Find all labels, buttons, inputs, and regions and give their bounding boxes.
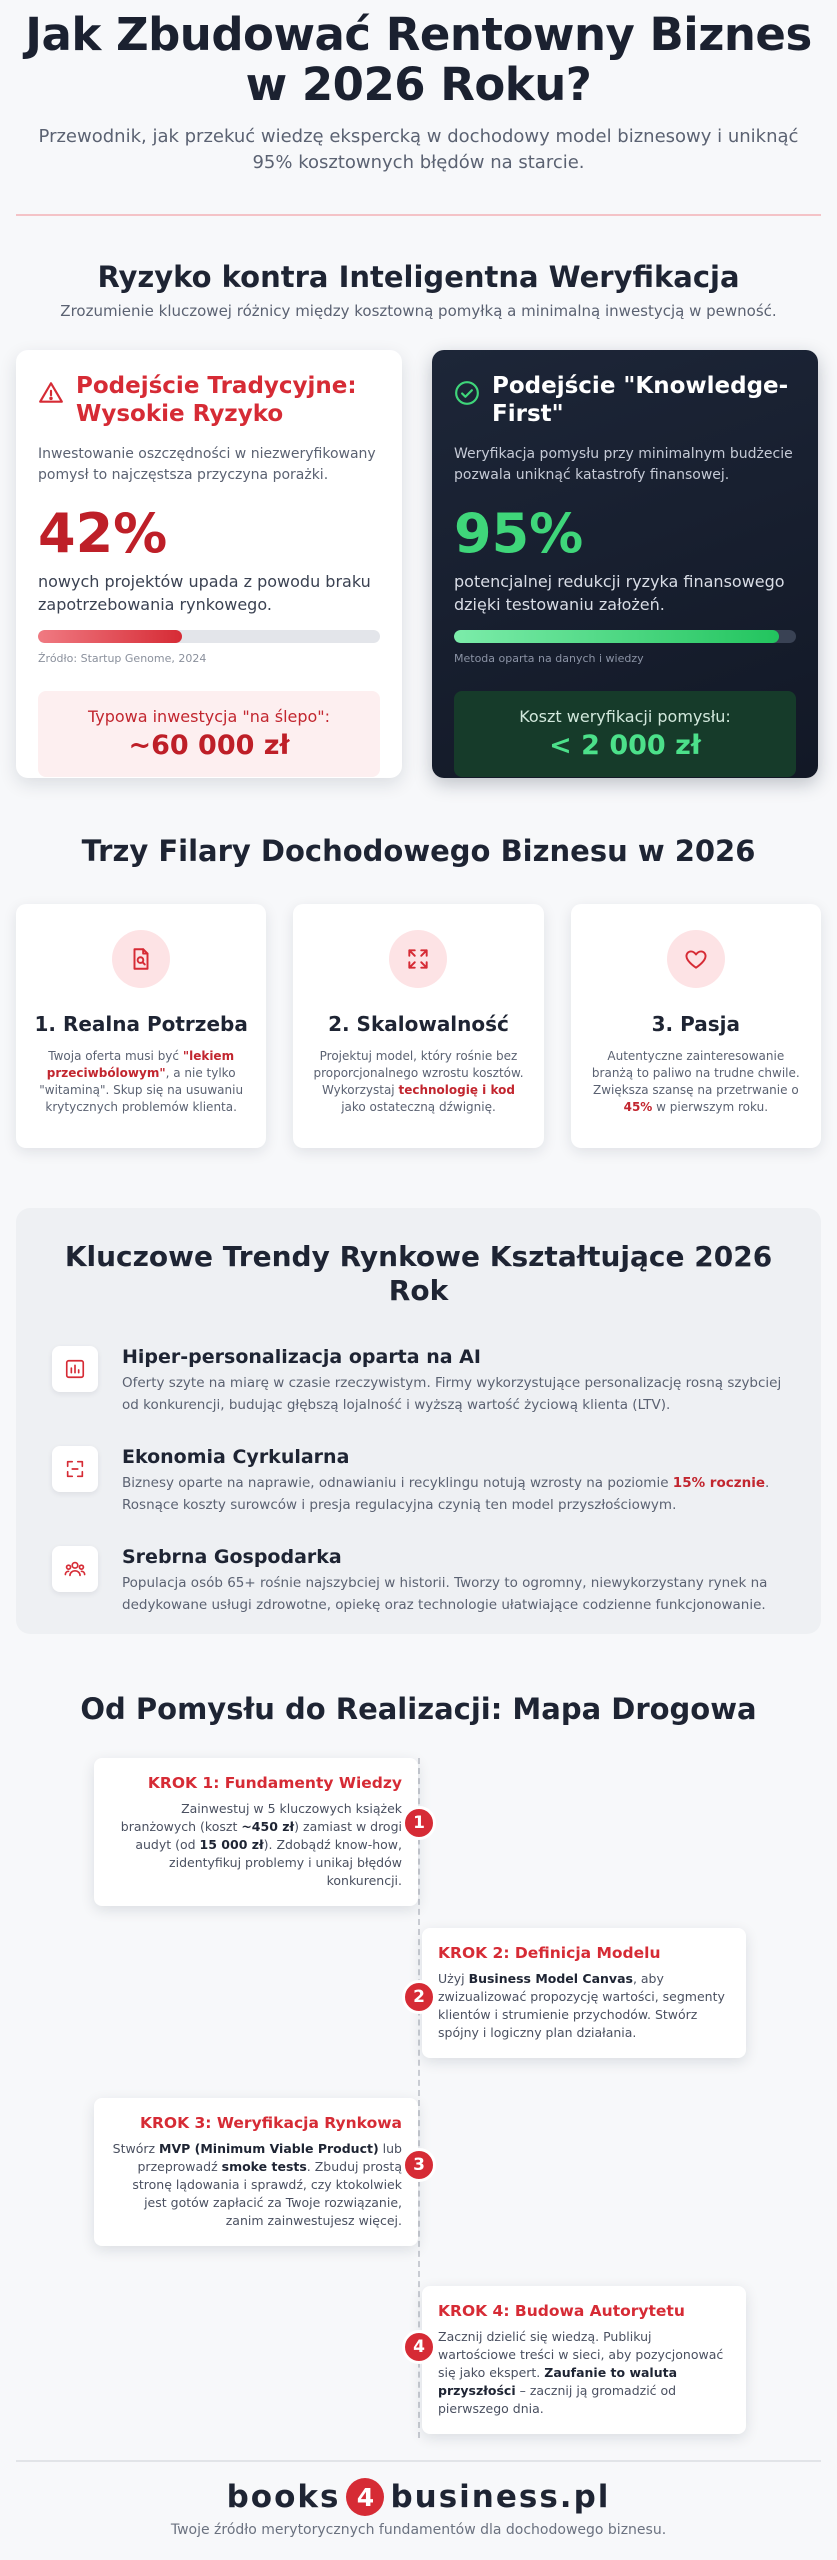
trend-title: Hiper-personalizacja oparta na AI	[122, 1346, 481, 1368]
step-number-badge: 3	[402, 2148, 436, 2182]
step-title: KROK 2: Definicja Modelu	[438, 1944, 661, 1962]
pillar-card	[571, 904, 821, 1148]
trend-item	[52, 1546, 785, 1616]
risk-title: Ryzyko kontra Inteligentna Weryfikacja	[97, 260, 740, 294]
page-subtitle: Przewodnik, jak przekuć wiedzę ekspercką w dochodowy model biznesowy i uniknąć 95% kosztownych błędów na starcie.	[38, 126, 799, 173]
step-number-badge: 2	[402, 1980, 436, 2014]
pillar-text: Projektuj model, który rośnie bez proporcjonalnego wzrostu kosztów. Wykorzystaj technologię i kod jako ostateczną dźwignię.	[313, 1049, 524, 1114]
roadmap-step-3	[94, 2098, 418, 2246]
cost-value: ~60 000 zł	[128, 730, 290, 761]
knowledge-stat: 95%	[454, 502, 584, 565]
knowledge-first-card	[432, 350, 818, 778]
step-title: KROK 4: Budowa Autorytetu	[438, 2302, 685, 2320]
traditional-cost-box	[38, 691, 380, 777]
pillar-title: 2. Skalowalność	[328, 1012, 509, 1036]
roadmap-step-1	[94, 1758, 418, 1906]
roadmap-step-2	[422, 1928, 746, 2058]
knowledge-cost-box	[454, 691, 796, 777]
step-text: Zainwestuj w 5 kluczowych książek branżowych (koszt ~450 zł) zamiast w drogi audyt (od 15 000 zł). Zdobądź know-how, zidentyfikuj problemy i unikaj błędów konkurencji.	[120, 1801, 402, 1888]
knowledge-stat-desc: potencjalnej redukcji ryzyka finansowego dzięki testowaniu założeń.	[454, 572, 785, 614]
traditional-heading: Podejście Tradycyjne: Wysokie Ryzyko	[76, 373, 357, 427]
step-number-badge: 1	[402, 1806, 436, 1840]
step-title: KROK 1: Fundamenty Wiedzy	[147, 1774, 402, 1792]
traditional-card	[16, 350, 402, 778]
traditional-source: Źródło: Startup Genome, 2024	[38, 652, 207, 665]
pillar-title: 3. Pasja	[651, 1012, 740, 1036]
step-number-badge: 4	[402, 2330, 436, 2364]
brand-logo[interactable]	[227, 2478, 611, 2516]
risk-subtitle: Zrozumienie kluczowej różnicy między kosztowną pomyłką a minimalną inwestycją w pewność.	[60, 302, 777, 320]
footer-tagline: Twoje źródło merytorycznych fundamentów dla dochodowego biznesu.	[170, 2522, 667, 2538]
knowledge-progress-bar	[454, 630, 796, 643]
pillars-section	[16, 834, 821, 1148]
traditional-stat: 42%	[38, 502, 168, 565]
pillar-text: Autentyczne zainteresowanie branżą to paliwo na trudne chwile. Zwiększa szansę na przetrwanie o 45% w pierwszym roku.	[591, 1049, 800, 1114]
warning-triangle-icon	[38, 380, 64, 406]
brand-left: books	[226, 2479, 341, 2515]
hero	[16, 0, 821, 216]
pillar-card	[16, 904, 266, 1148]
brand-right: business.pl	[390, 2479, 611, 2515]
pillar-card	[293, 904, 543, 1148]
step-text: Zacznij dzielić się wiedzą. Publikuj wartościowe treści w sieci, aby pozycjonować się jako ekspert. Zaufanie to waluta przyszłości – zacznij ją gromadzić od pierwszego dnia.	[438, 2329, 724, 2416]
trend-title: Ekonomia Cyrkularna	[122, 1446, 350, 1468]
risk-section	[16, 260, 821, 778]
pillars-title: Trzy Filary Dochodowego Biznesu w 2026	[81, 834, 756, 868]
heart-icon	[667, 930, 725, 988]
divider	[16, 214, 821, 216]
pillar-text: Twoja oferta musi być "lekiem przeciwbólowym", a nie tylko "witaminą". Skup się na usuwaniu krytycznych problemów klienta.	[39, 1049, 244, 1114]
step-title: KROK 3: Weryfikacja Rynkowa	[139, 2114, 402, 2132]
trend-item	[52, 1446, 785, 1516]
step-text: Stwórz MVP (Minimum Viable Product) lub przeprowadź smoke tests. Zbuduj prostą stronę lądowania i sprawdź, czy ktokolwiek jest gotów zapłacić za Twoje rozwiązanie, zanim zainwestujesz więcej.	[112, 2141, 402, 2228]
roadmap-section	[16, 1692, 821, 2478]
people-group-icon	[52, 1546, 98, 1592]
footer	[0, 2478, 837, 2538]
knowledge-heading: Podejście "Knowledge-First"	[492, 373, 789, 427]
traditional-description: Inwestowanie oszczędności w niezweryfikowany pomysł to najczęstsza przyczyna porażki.	[38, 446, 376, 483]
pillar-title: 1. Realna Potrzeba	[34, 1012, 248, 1036]
recycle-corners-icon	[52, 1446, 98, 1492]
knowledge-source: Metoda oparta na danych i wiedzy	[454, 652, 644, 665]
check-circle-icon	[454, 380, 480, 406]
roadmap-step-4	[422, 2286, 746, 2434]
trends-section	[16, 1208, 821, 1634]
cost-label: Typowa inwestycja "na ślepo":	[87, 707, 331, 726]
knowledge-description: Weryfikacja pomysłu przy minimalnym budżecie pozwala uniknąć katastrofy finansowej.	[454, 446, 793, 483]
trends-title: Kluczowe Trendy Rynkowe Kształtujące 2026 Rok	[64, 1240, 773, 1307]
trend-text: Populacja osób 65+ rośnie najszybciej w historii. Tworzy to ogromny, niewykorzystany rynek na dedykowane usługi zdrowotne, opiekę oraz technologie ułatwiające codzienne funkcjonowanie.	[122, 1575, 768, 1613]
trend-title: Srebrna Gospodarka	[122, 1546, 342, 1568]
brand-four-badge: 4	[346, 2478, 384, 2516]
page-title: Jak Zbudować Rentowny Biznes w 2026 Roku?	[25, 8, 812, 111]
search-document-icon	[112, 930, 170, 988]
progress-fill	[38, 630, 182, 643]
traditional-progress-bar	[38, 630, 380, 643]
expand-arrows-icon	[389, 930, 447, 988]
traditional-stat-desc: nowych projektów upada z powodu braku zapotrzebowania rynkowego.	[38, 572, 371, 614]
cost-value: < 2 000 zł	[549, 730, 701, 761]
footer-divider	[16, 2460, 821, 2462]
trend-text: Oferty szyte na miarę w czasie rzeczywistym. Firmy wykorzystujące personalizację rosną szybciej od konkurencji, budując głębszą lojalność i wyższą wartość życiową klienta (LTV).	[122, 1375, 782, 1413]
bar-chart-icon	[52, 1346, 98, 1392]
step-text: Użyj Business Model Canvas, aby zwizualizować propozycję wartości, segmenty klientów i strumienie przychodów. Stwórz spójny i logiczny plan działania.	[438, 1971, 725, 2040]
cost-label: Koszt weryfikacji pomysłu:	[519, 707, 731, 726]
trend-item	[52, 1346, 785, 1416]
trend-text: Biznesy oparte na naprawie, odnawianiu i recyklingu notują wzrosty na poziomie 15% rocznie. Rosnące koszty surowców i presja regulacyjna czynią ten model przyszłościowym.	[122, 1475, 770, 1513]
roadmap-title: Od Pomysłu do Realizacji: Mapa Drogowa	[80, 1692, 757, 1726]
progress-fill	[454, 630, 779, 643]
